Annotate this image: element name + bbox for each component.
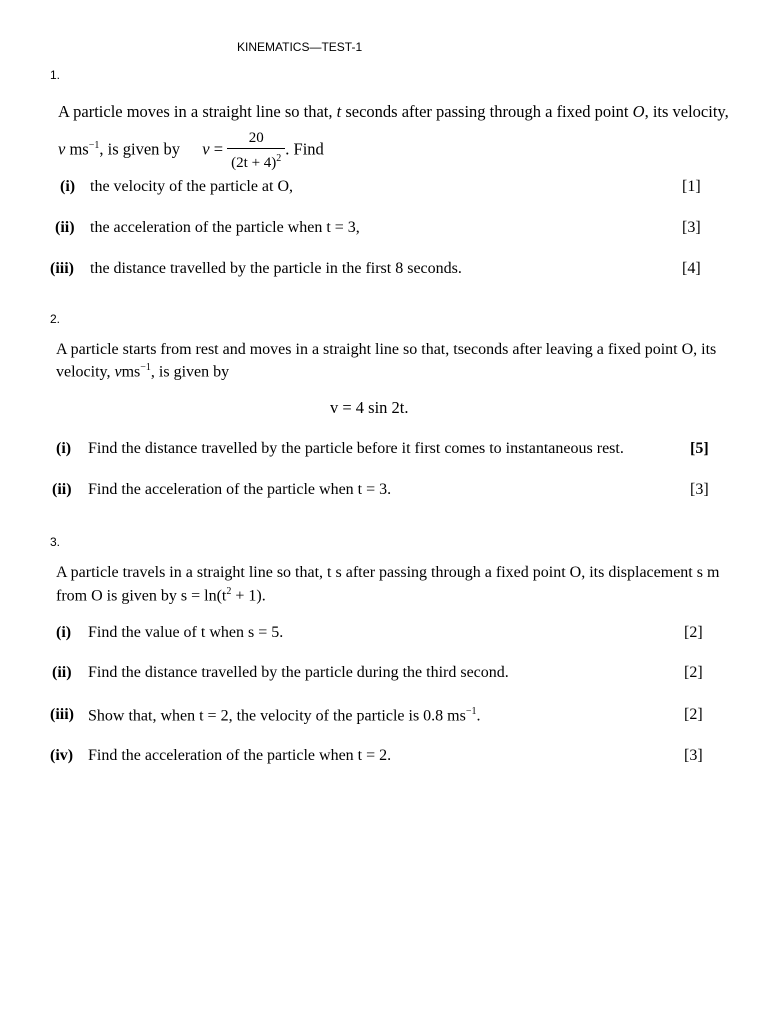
- question-1-number: 1.: [50, 68, 61, 82]
- question-2-intro-line1: A particle starts from rest and moves in a straight line so that, tseconds after leaving a fixed point O, its: [56, 341, 717, 358]
- q1-part-iii-text: the distance travelled by the particle in the first 8 seconds.: [90, 260, 462, 277]
- q3-part-iv-text: Find the acceleration of the particle when t = 2.: [88, 747, 392, 764]
- page-title: KINEMATICS—TEST-1: [237, 40, 363, 54]
- q1-part-i-marks: [1]: [682, 178, 701, 195]
- q3-part-ii-text: Find the distance travelled by the particle during the third second.: [88, 664, 509, 681]
- question-1-velocity-formula: v $ms^{-1}$, is given by v = $\frac{20}{(2t + 4)^2}$ . Find: [58, 130, 324, 171]
- velocity-fraction: $\frac{20}{(2t + 4)^2}$: [227, 128, 285, 173]
- question-3-intro-line2: from O is given by $s = \ln(t^2 + 1)$.: [56, 586, 266, 605]
- q1-part-iii-marks: [4]: [682, 260, 701, 277]
- q3-part-iv-label: (iv): [50, 747, 74, 764]
- q1-part-iii-label: (iii): [50, 260, 74, 277]
- q1-part-ii-text: the acceleration of the particle when t = 3,: [90, 219, 360, 236]
- q3-part-iv-marks: [3]: [684, 747, 703, 764]
- question-3-intro-line1: A particle travels in a straight line so that, t s after passing through a fixed point O, its displacement s m: [56, 564, 720, 581]
- q3-part-i-marks: [2]: [684, 624, 703, 641]
- q2-part-ii-text: Find the acceleration of the particle when t = 3.: [88, 481, 392, 498]
- q3-part-i-label: (i): [56, 624, 72, 641]
- question-2-number: 2.: [50, 312, 61, 326]
- question-2-equation: v = 4 sin 2t.: [330, 398, 409, 417]
- q2-part-i-label: (i): [56, 440, 72, 457]
- q3-part-i-text: Find the value of t when s = 5.: [88, 624, 284, 641]
- q1-part-i-label: (i): [60, 178, 76, 195]
- q3-part-iii-marks: [2]: [684, 706, 703, 723]
- q2-part-ii-marks: [3]: [690, 481, 709, 498]
- q3-part-ii-label: (ii): [52, 664, 72, 681]
- q1-part-i-text: the velocity of the particle at O,: [90, 178, 294, 195]
- question-1-intro: A particle moves in a straight line so that, t seconds after passing through a fixed point O, its velocity,: [58, 102, 729, 121]
- q2-part-i-text: Find the distance travelled by the particle before it first comes to instantaneous rest.: [88, 440, 624, 457]
- q2-part-ii-label: (ii): [52, 481, 72, 498]
- question-2-intro-line2: velocity, vms$^{-1}$, is given by: [56, 362, 230, 381]
- question-3-number: 3.: [50, 535, 61, 549]
- q3-part-iii-text: Show that, when t = 2, the velocity of the particle is 0.8 $ms^{-1}$.: [88, 706, 481, 725]
- q1-part-ii-label: (ii): [55, 219, 75, 236]
- q3-part-ii-marks: [2]: [684, 664, 703, 681]
- q1-part-ii-marks: [3]: [682, 219, 701, 236]
- q3-part-iii-label: (iii): [50, 706, 74, 723]
- q2-part-i-marks: [5]: [690, 440, 709, 457]
